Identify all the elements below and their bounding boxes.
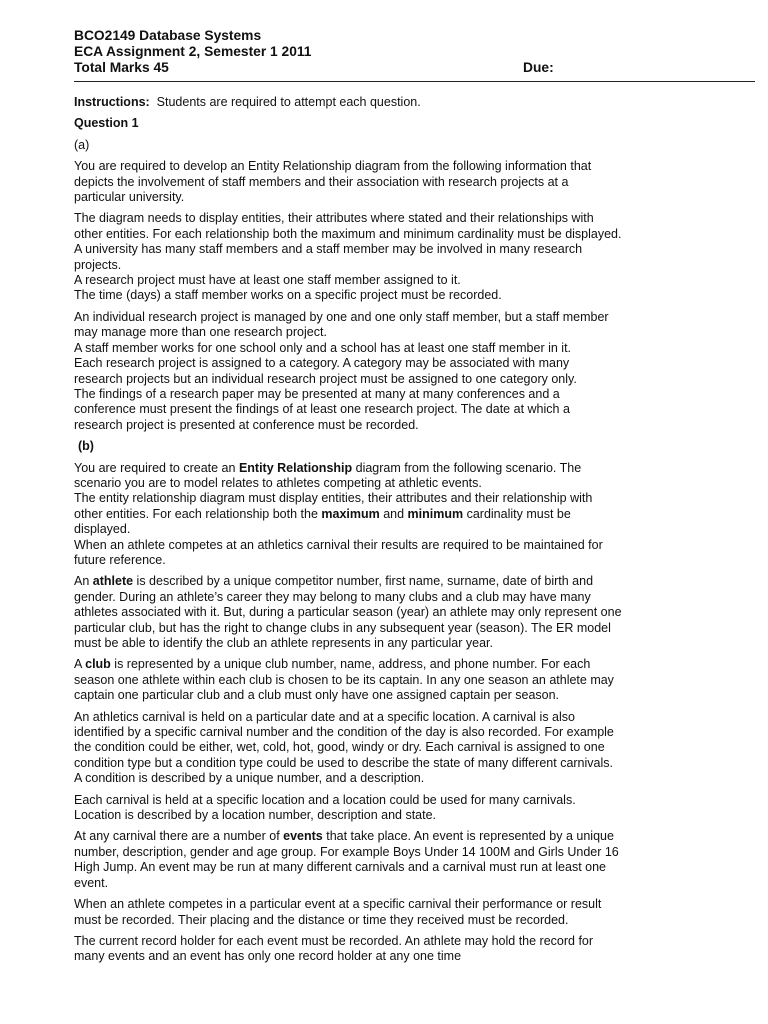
part-a-label: (a) [74,137,90,152]
due-label: Due: [523,60,554,75]
assignment-title: ECA Assignment 2, Semester 1 2011 [74,44,312,59]
club-paragraph: A club is represented by a unique club number, name, address, and phone number. For each season one athlete within each club is chosen to be its captain. In any one season an athlete may captain one particular club and a club must only have one assigned captain per season. [74,657,614,703]
document-page [74,28,694,964]
part-a-paragraph-1: You are required to develop an Entity Relationship diagram from the following information that depicts the involvement of staff members and their association with research projects at a particular university. [74,159,592,205]
part-a-paragraph-2: The diagram needs to display entities, their attributes where stated and their relationships with other entities. For each relationship both the maximum and minimum cardinality must be displayed. A university has many staff members and a staff member may be involved in many research projects. A research project must have at least one staff member assigned to it. The time (days) a staff member works on a specific project must be recorded. [74,211,622,303]
result-paragraph: When an athlete competes in a particular event at a specific carnival their performance or result must be recorded. Their placing and the distance or time they received must be recorded. [74,897,602,927]
carnival-paragraph: An athletics carnival is held on a particular date and at a specific location. A carnival is also identified by a specific carnival number and the condition of the day is also recorded. For example the condition could be either, wet, cold, hot, good, windy or dry. Each carnival is assigned to one condition type but a condition type could be used to describe the state of many different carnivals. A condition is described by a unique number, and a description. [74,709,614,786]
document-body [74,95,714,971]
instructions-text: Students are required to attempt each question. [156,95,421,109]
question-1-title: Question 1 [74,116,139,131]
instructions-label: Instructions: [74,95,150,109]
header-divider [74,81,755,82]
document-header [74,28,694,76]
course-title: BCO2149 Database Systems [74,28,262,43]
total-marks: Total Marks 45 [74,60,169,75]
events-paragraph: At any carnival there are a number of events that take place. An event is represented by a unique number, description, gender and age group. For example Boys Under 14 100M and Girls Under 16 High Jump. An event may be run at many different carnivals and a carnival must run at least one event. [74,829,619,890]
record-holder-paragraph: The current record holder for each event must be recorded. An athlete may hold the record for many events and an event has only one record holder at any one time [74,933,594,964]
instructions [74,95,714,110]
part-a-paragraph-3: An individual research project is managed by one and one only staff member, but a staff member may manage more than one research project. A staff member works for one school only and a school has at least one staff member in it. Each research project is assigned to a category. A category may be associated with many research projects but an individual research project must be assigned to one category only. The findings of a research paper may be presented at many at many conferences and a conference must present the findings of at least one research project. The date at which a research project is presented at conference must be recorded. [74,309,609,432]
marks-row [74,60,694,76]
athlete-paragraph: An athlete is described by a unique competitor number, first name, surname, date of birth and gender. During an athlete’s career they may belong to many clubs and a club may have many athletes associated with it. But, during a particular season (year) an athlete may only represent one particular club, but has the right to change clubs in any subsequent year (season). The ER model must be able to identify the club an athlete represents in any particular year. [74,574,622,650]
location-paragraph: Each carnival is held at a specific location and a location could be used for many carnivals. Location is described by a location number, description and state. [74,792,576,823]
part-b-label: (b) [78,439,94,454]
part-b-paragraph-1: You are required to create an Entity Relationship diagram from the following scenario. The scenario you are to model relates to athletes competing at athletic events. The entity relationship diagram must display entities, their attributes and their relationship with other entities. For each relationship both the maximum and minimum cardinality must be displayed. When an athlete competes at an athletics carnival their results are required to be maintained for future reference. [74,460,603,567]
